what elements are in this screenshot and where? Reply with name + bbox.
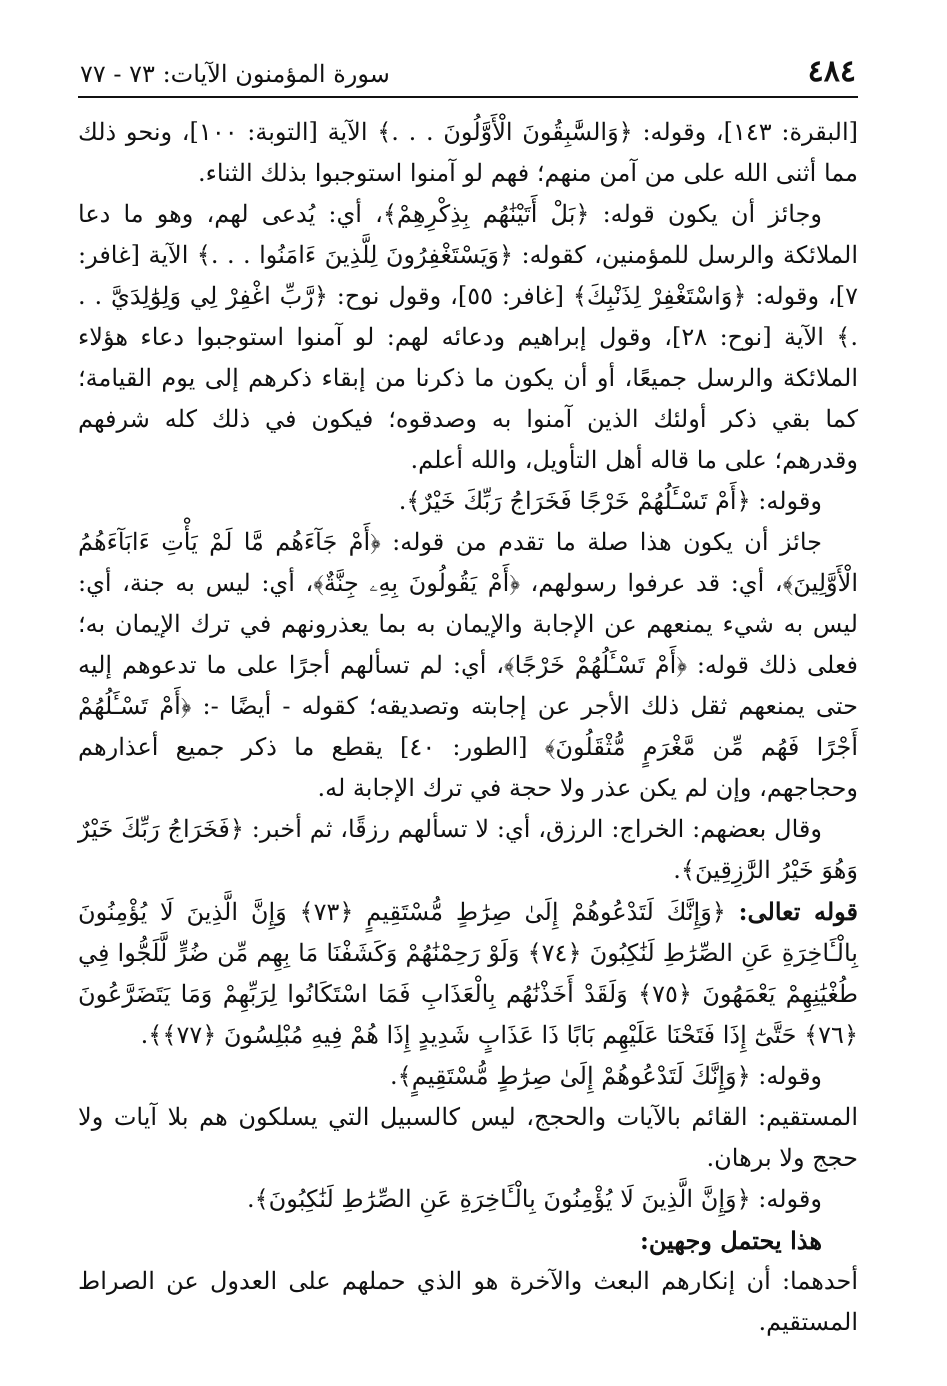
paragraph: وقوله: ﴿وَإِنَّكَ لَتَدْعُوهُمْ إِلَىٰ صِرَٰطٍ مُّسْتَقِيمٍ﴾. [390,1062,822,1090]
paragraph: أحدهما: أن إنكارهم البعث والآخرة هو الذي حملهم على العدول عن الصراط المستقيم. [78,1267,858,1336]
page-number: ٤٨٤ [807,54,856,89]
running-title: سورة المؤمنون الآيات: ٧٣ - ٧٧ [80,60,390,88]
paragraph: [البقرة: ١٤٣]، وقوله: ﴿وَالسَّٰبِقُونَ الْأَوَّلُونَ . . .﴾ الآية [التوبة: ١٠٠]، ونحو ذلك مما أثنى الله على من آمن منهم؛ فهم لو آمنوا استوجبوا بذلك الثناء. [78,118,858,187]
verse-paragraph [78,891,858,1056]
page-header [78,52,858,98]
verse-text: ﴿وَإِنَّكَ لَتَدْعُوهُمْ إِلَىٰ صِرَٰطٍ مُّسْتَقِيمٍ ﴿٧٣﴾ وَإِنَّ الَّذِينَ لَا يُؤْمِنُونَ بِالْـَٔاخِرَةِ عَنِ الصِّرَٰطِ لَنَٰكِبُونَ ﴿٧٤﴾ وَلَوْ رَحِمْنَٰهُمْ وَكَشَفْنَا مَا بِهِم مِّن ضُرٍّ لَّلَجُّوا فِي طُغْيَٰنِهِمْ يَعْمَهُونَ ﴿٧٥﴾ وَلَقَدْ أَخَذْنَٰهُم بِالْعَذَابِ فَمَا اسْتَكَانُوا لِرَبِّهِمْ وَمَا يَتَضَرَّعُونَ ﴿٧٦﴾ حَتَّىٰٓ إِذَا فَتَحْنَا عَلَيْهِم بَابًا ذَا عَذَابٍ شَدِيدٍ إِذَا هُمْ فِيهِ مُبْلِسُونَ ﴿٧٧﴾﴾. [78,898,858,1049]
paragraph: وجائز أن يكون قوله: ﴿بَلْ أَتَيْنَٰهُم بِذِكْرِهِمْ﴾، أي: يُدعى لهم، وهو ما دعا الملائكة والرسل للمؤمنين، كقوله: ﴿وَيَسْتَغْفِرُونَ لِلَّذِينَ ءَامَنُوا . . .﴾ الآية [غافر: ٧]، وقوله: ﴿وَاسْتَغْفِرْ لِذَنْبِكَ﴾ [غافر: ٥٥]، وقول نوح: ﴿رَّبِّ اغْفِرْ لِي وَلِوَٰلِدَيَّ . . .﴾ الآية [نوح: ٢٨]، وقول إبراهيم ودعائه لهم: لو آمنوا استوجبوا دعاء هؤلاء الملائكة والرسل جميعًا، أو أن يكون ما ذكرنا من إبقاء ذكرهم إلى يوم القيامة؛ كما بقي ذكر أولئك الذين آمنوا به وصدقوه؛ فيكون في ذلك كله شرفهم وقدرهم؛ على ما قاله أهل التأويل، والله أعلم. [78,200,858,474]
body-text [78,112,858,1343]
page [78,52,858,1352]
paragraph: هذا يحتمل وجهين: [640,1226,822,1255]
paragraph: وقال بعضهم: الخراج: الرزق، أي: لا تسألهم رزقًا، ثم أخبر: ﴿فَخَرَاجُ رَبِّكَ خَيْرٌ وَهُوَ خَيْرُ الرَّٰزِقِينَ﴾. [78,815,858,884]
paragraph: وقوله: ﴿أَمْ تَسْـَٔلُهُمْ خَرْجًا فَخَرَاجُ رَبِّكَ خَيْرٌ﴾. [398,487,822,515]
paragraph: جائز أن يكون هذا صلة ما تقدم من قوله: ﴿أَمْ جَآءَهُم مَّا لَمْ يَأْتِ ءَابَآءَهُمُ الْأَوَّلِينَ﴾، أي: قد عرفوا رسولهم، ﴿أَمْ يَقُولُونَ بِهِۦ جِنَّةٌ﴾، أي: ليس به جنة، أي: ليس به شيء يمنعهم عن الإجابة والإيمان به بما يعذرونهم في ترك الإيمان به؛ فعلى ذلك قوله: ﴿أَمْ تَسْـَٔلُهُمْ خَرْجًا﴾، أي: لم تسألهم أجرًا على ما تدعوهم إليه حتى يمنعهم ثقل ذلك الأجر عن إجابته وتصديقه؛ كقوله - أيضًا -: ﴿أَمْ تَسْـَٔلُهُمْ أَجْرًا فَهُم مِّن مَّغْرَمٍ مُّثْقَلُونَ﴾ [الطور: ٤٠] يقطع ما ذكر جميع أعذارهم وحجاجهم، وإن لم يكن عذر ولا حجة في ترك الإجابة له. [78,528,858,802]
paragraph: المستقيم: القائم بالآيات والحجج، ليس كالسبيل التي يسلكون هم بلا آيات ولا حجج ولا برهان. [78,1103,859,1172]
verse-lead: قوله تعالى: [738,897,859,926]
paragraph: وقوله: ﴿وَإِنَّ الَّذِينَ لَا يُؤْمِنُونَ بِالْـَٔاخِرَةِ عَنِ الصِّرَٰطِ لَنَٰكِبُونَ﴾. [246,1185,822,1213]
